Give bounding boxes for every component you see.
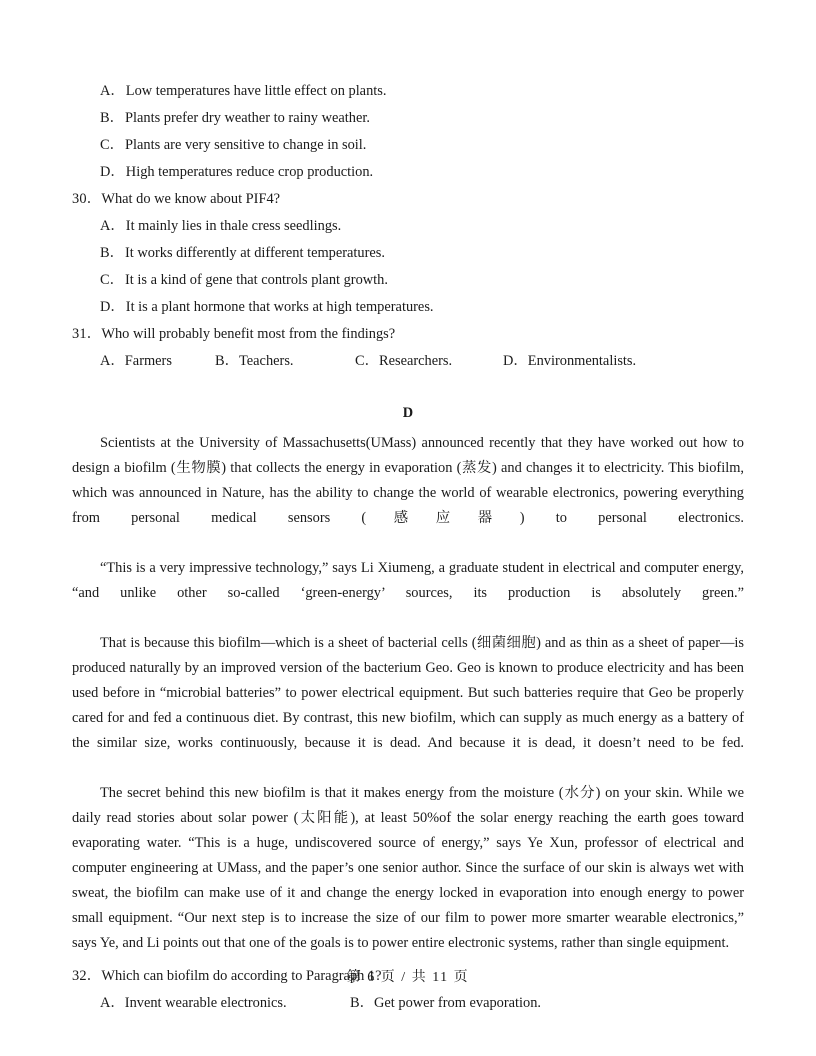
question-options-q32 xyxy=(72,990,744,1017)
option-label: C． xyxy=(100,272,124,288)
question-stem-30 xyxy=(72,186,744,213)
option-item[interactable] xyxy=(72,267,744,294)
option-text: Plants are very sensitive to change in soil. xyxy=(125,137,367,153)
option-text: High temperatures reduce crop production. xyxy=(125,164,374,180)
option-item[interactable] xyxy=(72,294,744,321)
option-text: It mainly lies in thale cress seedlings. xyxy=(125,218,342,234)
option-label: A． xyxy=(100,83,125,99)
question-number: 31． xyxy=(72,326,102,342)
question-stem-31 xyxy=(72,321,744,348)
option-item[interactable] xyxy=(72,132,744,159)
option-text: Invent wearable electronics. xyxy=(124,995,287,1011)
option-text: Researchers. xyxy=(379,353,453,369)
option-text: It works differently at different temperatures. xyxy=(125,245,386,261)
passage-paragraph: The secret behind this new biofilm is that it makes energy from the moisture (水分) on your skin. While we daily read stories about solar power (太阳能), at least 50%of the solar energy reaching the earth goes toward evaporating water. “This is a huge, undiscovered source of energy,” says Ye Xun, professor of electrical and computer engineering at UMass, and the paper’s one senior author. Since the surface of our skin is always wet with sweat, the biofilm can make use of it and change the energy locked in evaporation into enough energy to power small equipment. “Our next step is to increase the size of our film to power more smarter wearable electronics,” says Ye, and Li points out that one of the goals is to power entire electronic systems, rather than single equipment. xyxy=(72,785,744,951)
page-content xyxy=(72,78,744,1017)
option-text: Teachers. xyxy=(239,353,294,369)
option-item[interactable] xyxy=(215,348,355,375)
option-label: D． xyxy=(503,353,528,369)
passage-heading: D xyxy=(402,405,414,421)
option-text: Plants prefer dry weather to rainy weather. xyxy=(125,110,370,126)
option-label: D． xyxy=(100,299,125,315)
option-text: It is a kind of gene that controls plant growth. xyxy=(125,272,388,288)
option-item[interactable] xyxy=(72,78,744,105)
option-label: C． xyxy=(355,353,379,369)
option-label: B． xyxy=(100,245,124,261)
question-text: Who will probably benefit most from the findings? xyxy=(101,326,396,342)
option-label: C． xyxy=(100,137,124,153)
question-options-q29 xyxy=(72,78,744,186)
question-text: What do we know about PIF4? xyxy=(101,191,281,207)
option-item[interactable] xyxy=(72,105,744,132)
option-item[interactable] xyxy=(503,348,636,375)
option-label: D． xyxy=(100,164,125,180)
option-item[interactable] xyxy=(100,990,350,1017)
option-label: A． xyxy=(100,218,125,234)
option-text: It is a plant hormone that works at high temperatures. xyxy=(125,299,434,315)
option-item[interactable] xyxy=(72,240,744,267)
question-options-q30 xyxy=(72,213,744,321)
option-label: B． xyxy=(350,995,374,1011)
passage-paragraph: Scientists at the University of Massachusetts(UMass) announced recently that they have worked out how to design a biofilm (生物膜) that collects the energy in evaporation (蒸发) and changes it to electricity. This biofilm, which was announced in Nature, has the ability to change the world of wearable electronics, powering everything from personal medical sensors (感应器) to personal electronics. xyxy=(72,435,744,526)
question-number: 30． xyxy=(72,191,102,207)
option-label: B． xyxy=(215,353,239,369)
option-text: Get power from evaporation. xyxy=(374,995,542,1011)
question-number: 32． xyxy=(72,968,102,984)
passage-paragraph: That is because this biofilm—which is a sheet of bacterial cells (细菌细胞) and as thin as a sheet of paper—is produced naturally by an improved version of the bacterium Geo. Geo is known to produce electricity and has been used before in “microbial batteries” to power electrical equipment. But such batteries require that Geo be properly cared for and fed a continuous diet. By contrast, this new biofilm, which can supply as much energy as a battery of the similar size, works continuously, because it is dead. And because it is dead, it doesn’t need to be fed. xyxy=(72,635,744,751)
option-text: Low temperatures have little effect on plants. xyxy=(125,83,387,99)
passage-paragraph: “This is a very impressive technology,” says Li Xiumeng, a graduate student in electrical and computer energy, “and unlike other so-called ‘green-energy’ sources, its production is absolutely green.” xyxy=(72,560,744,601)
option-label: A． xyxy=(100,995,125,1011)
option-label: B． xyxy=(100,110,124,126)
option-item[interactable] xyxy=(350,990,541,1017)
question-text: Which can biofilm do according to Paragraph 1? xyxy=(101,968,382,984)
option-item[interactable] xyxy=(100,348,215,375)
question-options-q31 xyxy=(72,348,744,375)
spacer xyxy=(72,956,744,963)
option-text: Farmers xyxy=(124,353,172,369)
page-footer: 第 6 页 / 共 11 页 xyxy=(346,970,470,985)
option-label: A． xyxy=(100,353,125,369)
option-text: Environmentalists. xyxy=(527,353,637,369)
option-item[interactable] xyxy=(355,348,503,375)
option-item[interactable] xyxy=(72,213,744,240)
option-item[interactable] xyxy=(72,159,744,186)
